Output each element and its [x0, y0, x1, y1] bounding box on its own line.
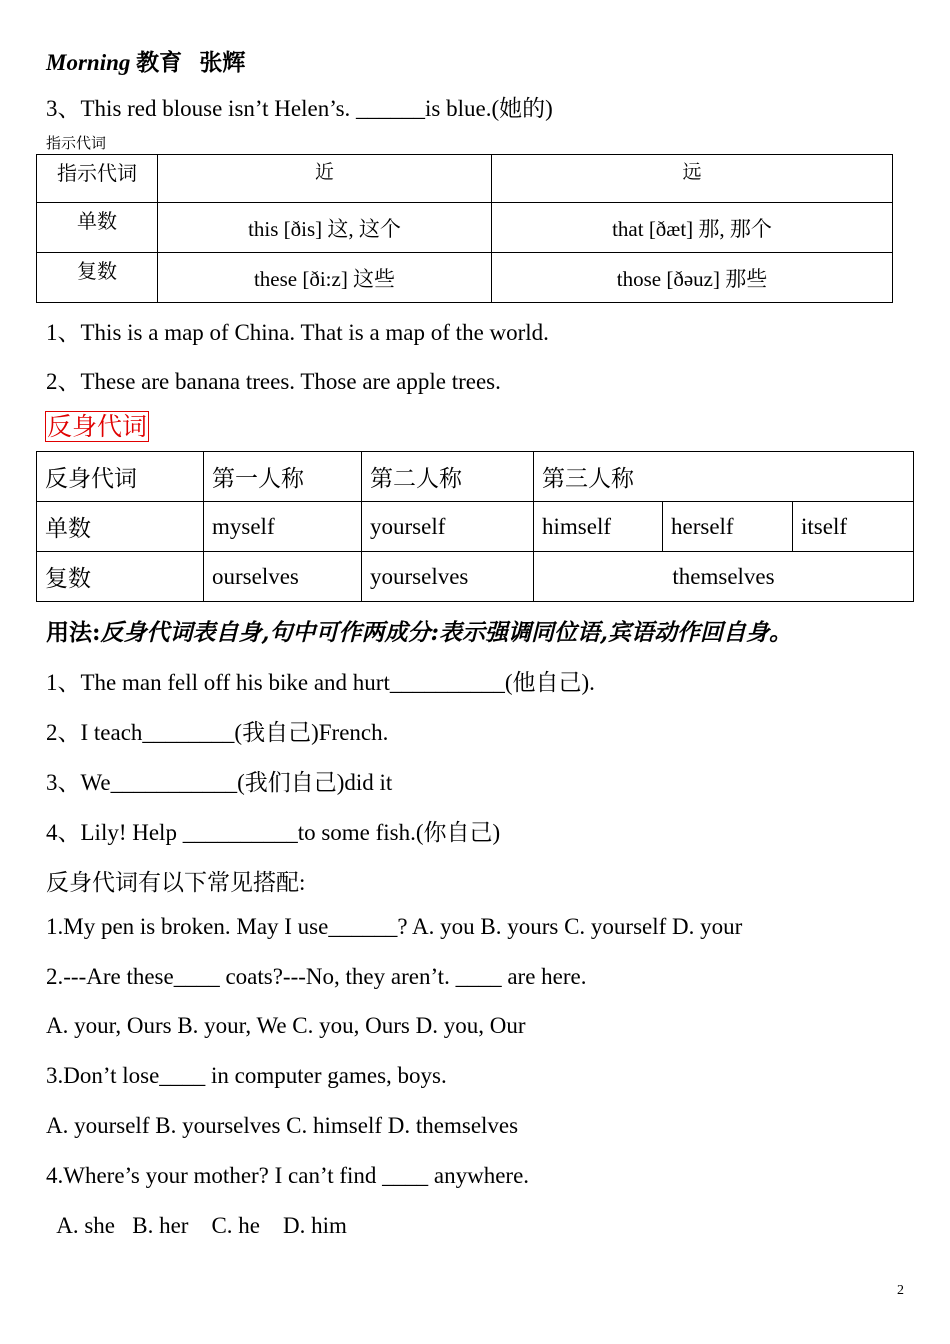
usage-note	[46, 614, 792, 647]
exercise-line: 1.My pen is broken. May I use______? A. you B. yours C. yourself D. your	[46, 914, 743, 939]
question-top: 3、This red blouse isn’t Helen’s. ______is blue.(她的)	[46, 96, 553, 121]
table-header-cell: 近	[158, 155, 492, 203]
table-cell: ourselves	[204, 552, 362, 602]
exercise-line: 2、I teach________(我自己)French.	[46, 720, 389, 745]
table-cell: that [ðæt] 那, 那个	[492, 203, 893, 253]
example-line: 1、This is a map of China. That is a map of the world.	[46, 320, 549, 345]
table-header-cell: 第一人称	[204, 452, 362, 502]
table-cell: those [ðəuz] 那些	[492, 253, 893, 303]
table-header-cell: 第三人称	[534, 452, 914, 502]
exercise-line: 3.Don’t lose____ in computer games, boys.	[46, 1063, 447, 1088]
table-row	[37, 502, 914, 552]
exercise-line: 4.Where’s your mother? I can’t find ____ anywhere.	[46, 1163, 530, 1188]
exercise-line: A. yourself B. yourselves C. himself D. themselves	[46, 1113, 519, 1138]
row-label: 复数	[37, 552, 204, 602]
header-author: 张辉	[199, 50, 246, 75]
usage-label: 用法:	[46, 619, 101, 646]
table-cell: themselves	[534, 552, 914, 602]
table-cell: yourself	[362, 502, 534, 552]
table-cell: myself	[204, 502, 362, 552]
reflexive-table	[36, 451, 914, 602]
table-cell: these [ði:z] 这些	[158, 253, 492, 303]
header-brand: Morning	[46, 50, 131, 75]
demonstrative-table	[36, 154, 893, 303]
table-header-cell: 指示代词	[37, 155, 158, 203]
exercise-line: 4、Lily! Help __________to some fish.(你自己)	[46, 820, 501, 845]
exercise-line: 3、We___________(我们自己)did it	[46, 770, 393, 795]
usage-text: 反身代词表自身,句中可作两成分:表示强调同位语,宾语动作回自身。	[100, 619, 793, 646]
exercise-line: 反身代词有以下常见搭配:	[46, 870, 306, 895]
page-number: 2	[897, 1283, 904, 1298]
page-header	[46, 44, 245, 77]
table-cell: yourselves	[362, 552, 534, 602]
example-line: 2、These are banana trees. Those are apple trees.	[46, 369, 501, 394]
table-row	[37, 203, 893, 253]
table-row	[37, 155, 893, 203]
exercise-line: A. she B. her C. he D. him	[46, 1213, 347, 1238]
table-header-cell: 远	[492, 155, 893, 203]
table-row	[37, 253, 893, 303]
exercise-line: 1、The man fell off his bike and hurt__________(他自己).	[46, 670, 595, 695]
header-org: 教育	[136, 50, 183, 75]
exercise-line: A. your, Ours B. your, We C. you, Ours D. you, Our	[46, 1013, 526, 1038]
table-cell: himself	[534, 502, 663, 552]
table-cell: herself	[663, 502, 793, 552]
exercise-line: 2.---Are these____ coats?---No, they aren’t. ____ are here.	[46, 964, 587, 989]
row-label: 单数	[37, 502, 204, 552]
table-row	[37, 552, 914, 602]
table-cell: itself	[793, 502, 914, 552]
section-title: 反身代词	[47, 412, 148, 441]
table-row	[37, 452, 914, 502]
table-cell: this [ðis] 这, 这个	[158, 203, 492, 253]
table-caption: 指示代词	[46, 134, 107, 152]
row-label: 复数	[37, 253, 158, 303]
table-header-cell: 反身代词	[37, 452, 204, 502]
table-header-cell: 第二人称	[362, 452, 534, 502]
row-label: 单数	[37, 203, 158, 253]
